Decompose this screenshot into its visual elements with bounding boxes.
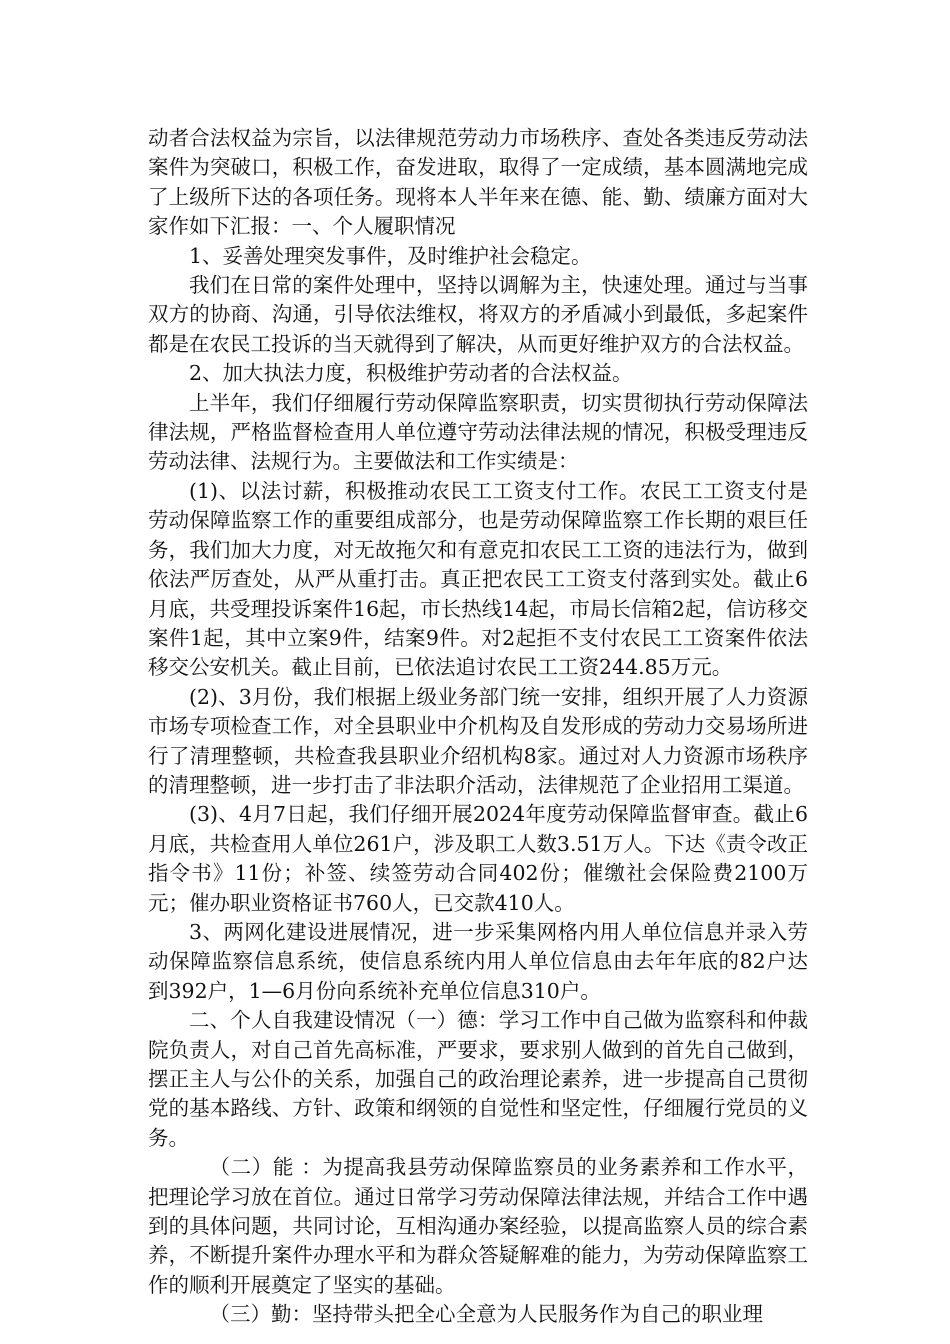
paragraph-heading-1: 1、妥善处理突发事件，及时维护社会稳定。	[189, 243, 592, 268]
paragraph-dispute-handling: 我们在日常的案件处理中，坚持以调解为主，快速处理。通过与当事双方的协商、沟通，引导依法维权，将双方的矛盾减小到最低，多起案件都是在农民工投诉的当天就得到了解决，从而更好维护双方的合法权益。	[148, 273, 808, 356]
paragraph-heading-2: 2、加大执法力度，积极维护劳动者的合法权益。	[189, 361, 633, 386]
paragraph-intro: 动者合法权益为宗旨，以法律规范劳动力市场秩序、查处各类违反劳动法案件为突破口，积极工作，奋发进取，取得了一定成绩，基本圆满地完成了上级所下达的各项任务。现将本人半年来在德、能、勤、绩廉方面对大家作如下汇报：一、个人履职情况	[148, 126, 808, 239]
paragraph-self-development: 二、个人自我建设情况（一）德：学习工作中自己做为监察科和仲裁院负责人，对自己首先高标准，严要求，要求别人做到的首先自己做到，摆正主人与公仆的关系，加强自己的政治理论素养，进一步提高自己贯彻党的基本路线、方针、政策和纲领的自觉性和坚定性，仔细履行党员的义务。	[148, 1008, 808, 1150]
document-body	[148, 124, 808, 1330]
paragraph-enforcement: 上半年，我们仔细履行劳动保障监察职责，切实贯彻执行劳动保障法律法规，严格监督检查用人单位遵守劳动法律法规的情况，积极受理违反劳动法律、法规行为。主要做法和工作实绩是：	[148, 390, 808, 474]
paragraph-item-3: (3)、4月7日起，我们仔细开展2024年度劳动保障监督审查。截止6月底，共检查用人单位261户，涉及职工人数3.51万人。下达《责令改正指令书》11份；补签、续签劳动合同402份；催缴社会保险费2100万元；催办职业资格证书760人，已交款410人。	[148, 802, 808, 915]
paragraph-heading-3: 3、两网化建设进展情况，进一步采集网格内用人单位信息并录入劳动保障监察信息系统，使信息系统内用人单位信息由去年年底的82户达到392户，1—6月份向系统补充单位信息310户。	[148, 919, 808, 1003]
paragraph-item-1: (1)、以法讨薪，积极推动农民工工资支付工作。农民工工资支付是劳动保障监察工作的重要组成部分，也是劳动保障监察工作长期的艰巨任务，我们加大力度，对无故拖欠和有意克扣农民工工资的违法行为，做到依法严厉查处，从严从重打击。真正把农民工工资支付落到实处。截止6月底，共受理投诉案件16起，市长热线14起，市局长信箱2起，信访移交案件1起，其中立案9件，结案9件。对2起拒不支付农民工工资案件依法移交公安机关。截止目前，已依法追讨农民工工资244.85万元。	[148, 478, 808, 680]
paragraph-diligence: （三）勤：坚持带头把全心全意为人民服务作为自己的职业理	[209, 1302, 763, 1327]
paragraph-item-2: (2)、3月份，我们根据上级业务部门统一安排，组织开展了人力资源市场专项检查工作，对全县职业中介机构及自发形成的劳动力交易场所进行了清理整顿，共检查我县职业介绍机构8家。通过对人力资源市场秩序的清理整顿，进一步打击了非法职介活动，法律规范了企业招用工渠道。	[148, 684, 808, 797]
paragraph-ability: （二）能 ：为提高我县劳动保障监察员的业务素养和工作水平，把理论学习放在首位。通过日常学习劳动保障法律法规，并结合工作中遇到的具体问题，共同讨论，互相沟通办案经验，以提高监察人员的综合素养，不断提升案件办理水平和为群众答疑解难的能力，为劳动保障监察工作的顺利开展奠定了坚实的基础。	[148, 1155, 808, 1297]
